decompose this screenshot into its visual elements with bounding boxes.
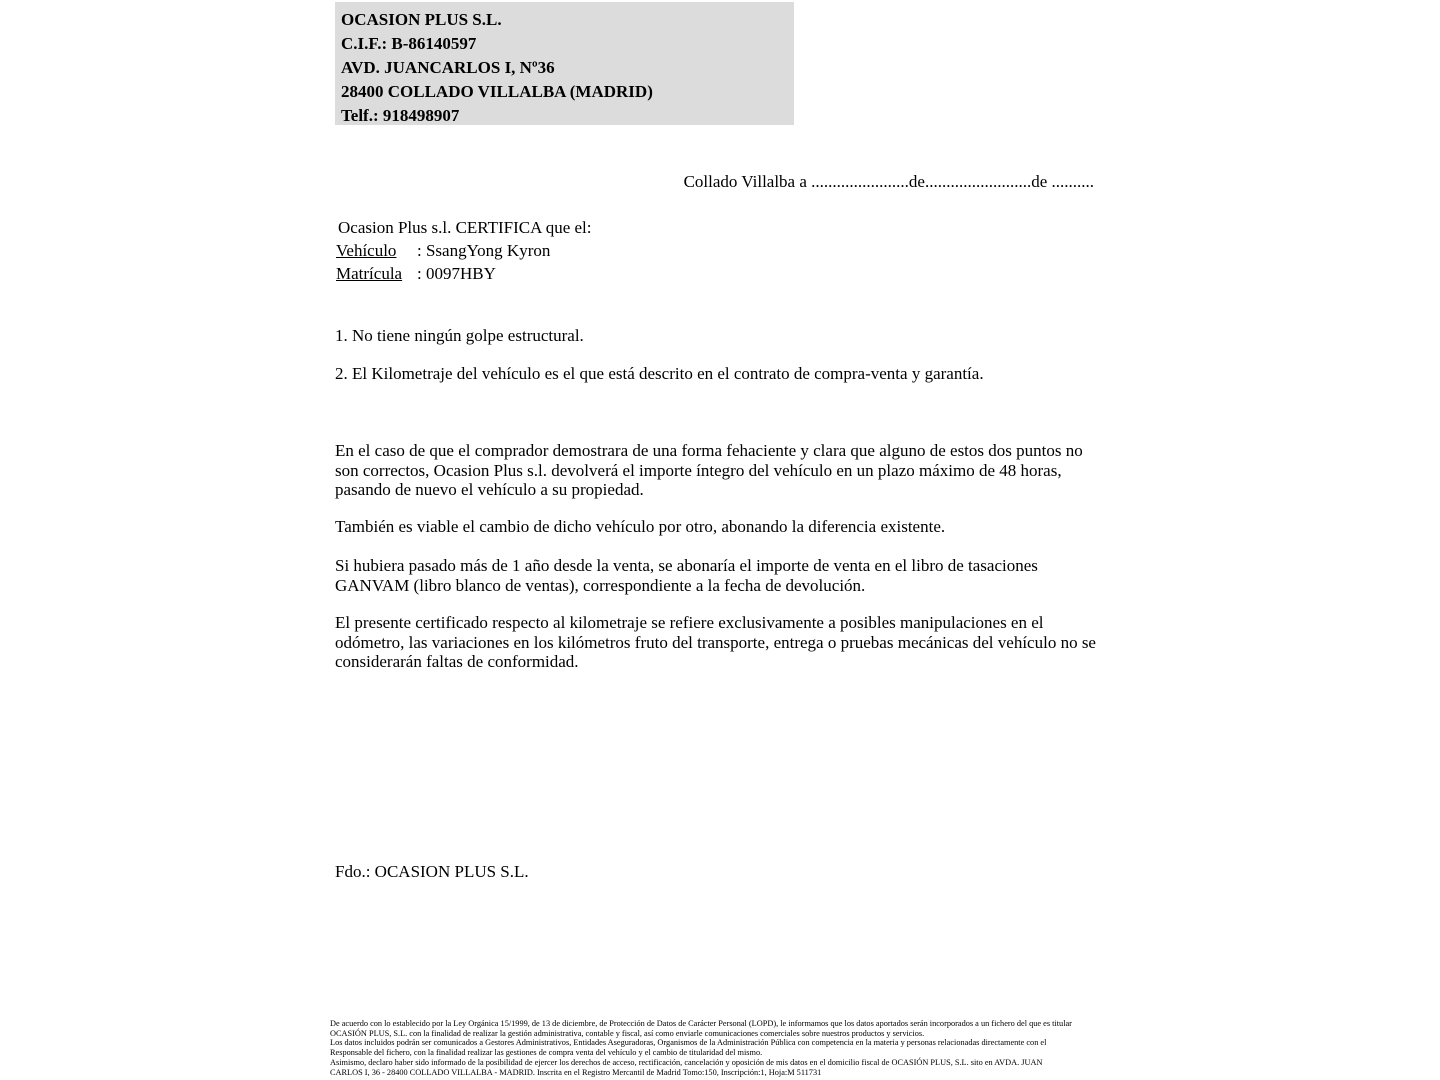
date-line: Collado Villalba a .......................de.........................de .......... <box>683 172 1094 191</box>
plate-value: : 0097HBY <box>417 264 496 283</box>
vehicle-value: : SsangYong Kyron <box>417 241 551 260</box>
signature-line: Fdo.: OCASION PLUS S.L. <box>335 862 529 881</box>
legal-line-3: Los datos incluidos podrán ser comunicados a Gestores Administrativos, Entidades Aseguradoras, Organismos de la Administración Pública con competencia en la materia y personas relacionadas directamente con el <box>330 1038 1047 1048</box>
plate-row <box>336 264 496 284</box>
company-city: 28400 COLLADO VILLALBA (MADRID) <box>341 82 653 101</box>
certification-intro: Ocasion Plus s.l. CERTIFICA que el: <box>338 218 592 237</box>
vehicle-row <box>336 241 550 261</box>
paragraph-ganvam-valuation: Si hubiera pasado más de 1 año desde la venta, se abonaría el importe de venta en el libro de tasaciones GANVAM (libro blanco de ventas), correspondiente a la fecha de devolución. <box>335 556 1038 595</box>
legal-line-5: Asimismo, declaro haber sido informado de la posibilidad de ejercer los derechos de acceso, rectificación, cancelación y oposición de mis datos en el domicilio fiscal de OCASIÓN PLUS, S.L. sito en AVDA. JUAN <box>330 1057 1043 1067</box>
legal-line-6: CARLOS I, 36 - 28400 COLLADO VILLALBA - MADRID. Inscrita en el Registro Mercantil de Madrid Tomo:150, Inscripción:1, Hoja:M 511731 <box>330 1067 822 1077</box>
legal-line-2: OCASIÓN PLUS, S.L. con la finalidad de realizar la gestión administrativa, contable y fiscal, así como enviarle comunicaciones comerciales sobre nuestros productos y servicios. <box>330 1028 925 1038</box>
paragraph-refund-terms: En el caso de que el comprador demostrara de una forma fehaciente y clara que alguno de estos dos puntos no son correctos, Ocasion Plus s.l. devolverá el importe íntegro del vehículo en un plazo máximo de 48 horas, pasando de nuevo el vehículo a su propiedad. <box>335 441 1083 499</box>
certificate-point-2: 2. El Kilometraje del vehículo es el que está descrito en el contrato de compra-venta y garantía. <box>335 364 984 383</box>
company-cif: C.I.F.: B-86140597 <box>341 34 477 53</box>
paragraph-odometer-scope: El presente certificado respecto al kilometraje se refiere exclusivamente a posibles manipulaciones en el odómetro, las variaciones en los kilómetros fruto del transporte, entrega o pruebas mecánicas del vehículo no se considerarán faltas de conformidad. <box>335 613 1096 671</box>
legal-line-4: Responsable del fichero, con la finalidad realizar las gestiones de compra venta del vehículo y el cambio de titularidad del mismo. <box>330 1048 763 1058</box>
plate-label: Matrícula <box>336 264 403 283</box>
vehicle-label: Vehículo <box>336 241 397 260</box>
paragraph-exchange-option: También es viable el cambio de dicho vehículo por otro, abonando la diferencia existente. <box>335 517 946 536</box>
legal-fine-print <box>330 1019 1120 1077</box>
company-address: AVD. JUANCARLOS I, Nº36 <box>341 58 555 77</box>
company-name: OCASION PLUS S.L. <box>341 10 502 29</box>
company-header-block <box>335 2 794 125</box>
legal-line-1: De acuerdo con lo establecido por la Ley Orgánica 15/1999, de 13 de diciembre, de Protección de Datos de Carácter Personal (LOPD), le informamos que los datos aportados serán incorporados a un fichero del que es titular <box>330 1019 1072 1028</box>
company-phone: Telf.: 918498907 <box>341 106 460 125</box>
certificate-point-1: 1. No tiene ningún golpe estructural. <box>335 326 584 345</box>
